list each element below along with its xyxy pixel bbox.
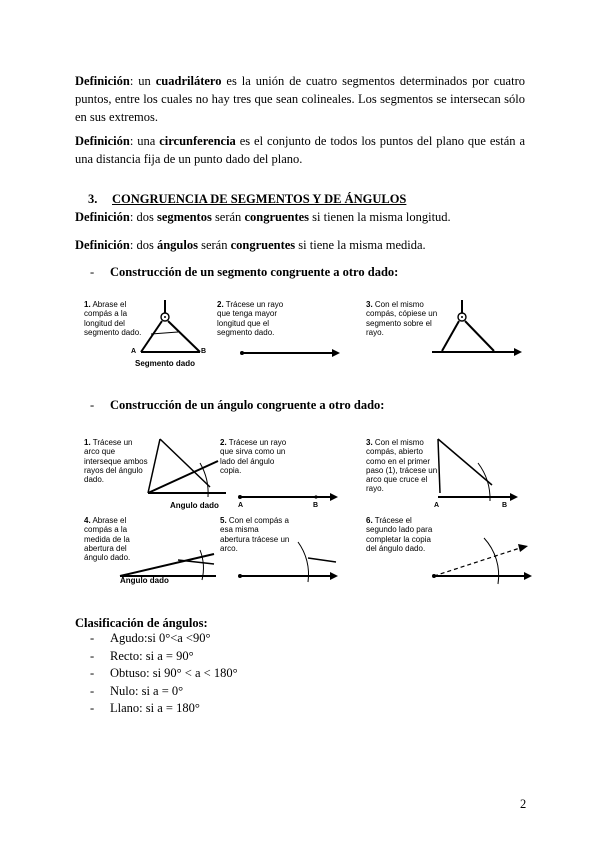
point-b: B [313, 502, 319, 509]
complete-angle-icon [432, 522, 532, 582]
point-b: B [201, 348, 207, 355]
list-item: - Llano: si a = 180° [90, 701, 200, 715]
angle-step-6-text: 6. Trácese el segundo lado para completar la copia del ángulo dado. [366, 516, 433, 553]
point-a: A [434, 502, 440, 509]
compass-segment-icon [128, 296, 208, 366]
compass-angle-icon [120, 520, 220, 580]
point-a: A [238, 502, 244, 509]
angle-step-1-text: 1. Trácese un arco que interseque ambos rayos del ángulo dado. [84, 438, 148, 485]
angle-caption-4: Angulo dado [120, 576, 169, 585]
list-item: - Agudo:si 0°<a <90° [90, 631, 211, 645]
definition-cuadrilatero: Definición: un cuadrilátero es la unión de cuatro segmentos determinados por cuatro puntos, entre los cuales no hay tres que sean colineales. Los segmentos se intersecan sólo en sus extremos. [75, 74, 525, 124]
classification-title: Clasificación de ángulos: [75, 616, 208, 630]
angle-caption-1: Angulo dado [170, 501, 219, 510]
compass-copy-icon [432, 296, 522, 366]
arc-on-ray-icon [238, 522, 338, 582]
definition-angulos: Definición: dos ángulos serán congruentes si tiene la misma medida. [75, 238, 426, 252]
definition-circunferencia: Definición: una circunferencia es el conjunto de todos los puntos del plano que están a una distancia fija de un punto dado del plano. [75, 134, 525, 166]
term-circunferencia: circunferencia [159, 134, 236, 148]
segment-step-1-text: 1. Abrase el compás a la longitud del segmento dado. [84, 300, 142, 337]
list-item: - Recto: si a = 90° [90, 648, 194, 663]
bullet-angle-construction: - Construcción de un ángulo congruente a otro dado: [90, 398, 385, 412]
point-b: B [502, 502, 508, 509]
angle-step-2-text: 2. Trácese un rayo que sirva como un lado del ángulo copia. [220, 438, 287, 475]
compass-arc-icon [410, 435, 520, 505]
segment-step-2-text: 2. Trácese un rayo que tenga mayor longitud que el segmento dado. [217, 300, 284, 337]
definition-label: Definición [75, 74, 130, 88]
definition-segmentos: Definición: dos segmentos serán congruentes si tienen la misma longitud. [75, 210, 451, 224]
section-title: CONGRUENCIA DE SEGMENTOS Y DE ÁNGULOS [112, 192, 407, 206]
classification-list [90, 630, 238, 718]
list-item: - Nulo: si a = 0° [90, 683, 184, 698]
segment-step-3-text: 3. Con el mismo compás, cópiese un segmento sobre el rayo. [366, 300, 438, 337]
angle-step-3-text: 3. Con el mismo compás, abierto como en el primer paso (1), trácese un arco que cruce el rayo. [366, 438, 438, 494]
term-cuadrilatero: cuadrilátero [155, 74, 222, 88]
ray-angle-icon [238, 493, 338, 503]
angle-step-5-text: 5. Con el compás a esa misma abertura trácese un arco. [220, 516, 290, 553]
section-number: 3. [88, 192, 98, 206]
point-a: A [131, 348, 137, 355]
section-heading [88, 192, 406, 207]
definition-label: Definición [75, 134, 130, 148]
angle-step-4-text: 4. Abrase el compás a la medida de la abertura del ángulo dado. [84, 516, 131, 563]
angle-arc-icon [140, 435, 230, 505]
page-number: 2 [520, 797, 527, 811]
segment-caption: Segmento dado [135, 359, 196, 368]
list-item: - Obtuso: si 90° < a < 180° [90, 666, 238, 680]
bullet-segment-construction: - Construcción de un segmento congruente a otro dado: [90, 265, 399, 279]
ray-icon [240, 349, 340, 359]
